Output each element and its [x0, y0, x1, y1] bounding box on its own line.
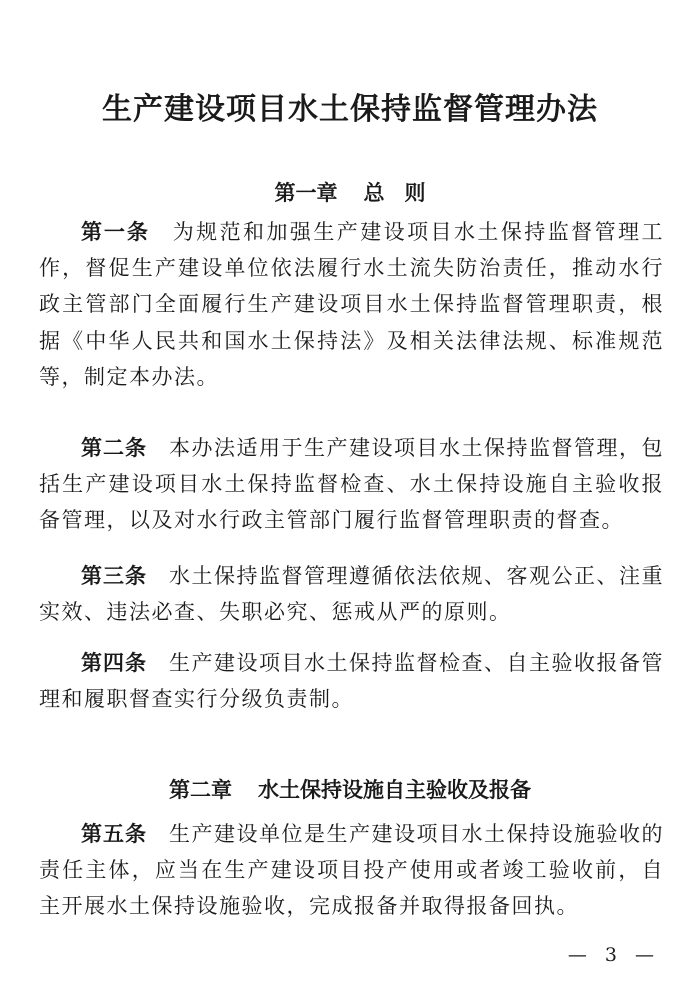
article-text: 为规范和加强生产建设项目水土保持监督管理工作，督促生产建设单位依法履行水土流失防治责任，推动水行政主管部门全面履行生产建设项目水土保持监督管理职责，根据《中华人民共和国水土保持法》及相关法律法规、标准规范等，制定本办法。: [39, 220, 664, 389]
chapter-name: 水土保持设施自主验收及报备: [258, 778, 531, 802]
article-text: 本办法适用于生产建设项目水土保持监督管理，包括生产建设项目水土保持监督检查、水土保持设施自主验收报备管理，以及对水行政主管部门履行监督管理职责的督查。: [39, 436, 664, 533]
chapter-heading-2: [0, 774, 700, 804]
article-2: [39, 430, 664, 539]
article-text: 生产建设单位是生产建设项目水土保持设施验收的责任主体，应当在生产建设项目投产使用或者竣工验收前，自主开展水土保持设施验收，完成报备并取得报备回执。: [39, 822, 664, 919]
article-text: 生产建设项目水土保持监督检查、自主验收报备管理和履职督查实行分级负责制。: [39, 651, 664, 712]
article-5: [39, 816, 664, 925]
chapter-number: 第二章: [169, 778, 232, 802]
article-label: 第三条: [81, 564, 147, 588]
page-number: — 3 —: [567, 944, 660, 966]
article-label: 第二条: [81, 436, 147, 460]
chapter-heading-1: [0, 177, 700, 207]
document-title: 生产建设项目水土保持监督管理办法: [102, 92, 598, 127]
article-text: 水土保持监督管理遵循依法依规、客观公正、注重实效、违法必查、失职必究、惩戒从严的原则。: [39, 564, 664, 625]
article-4: [39, 645, 664, 717]
chapter-name: 总则: [363, 181, 446, 205]
article-label: 第四条: [81, 651, 147, 675]
chapter-number: 第一章: [274, 181, 338, 205]
article-label: 第一条: [81, 220, 150, 244]
article-3: [39, 558, 664, 630]
article-1: [39, 214, 664, 395]
article-label: 第五条: [81, 822, 147, 846]
